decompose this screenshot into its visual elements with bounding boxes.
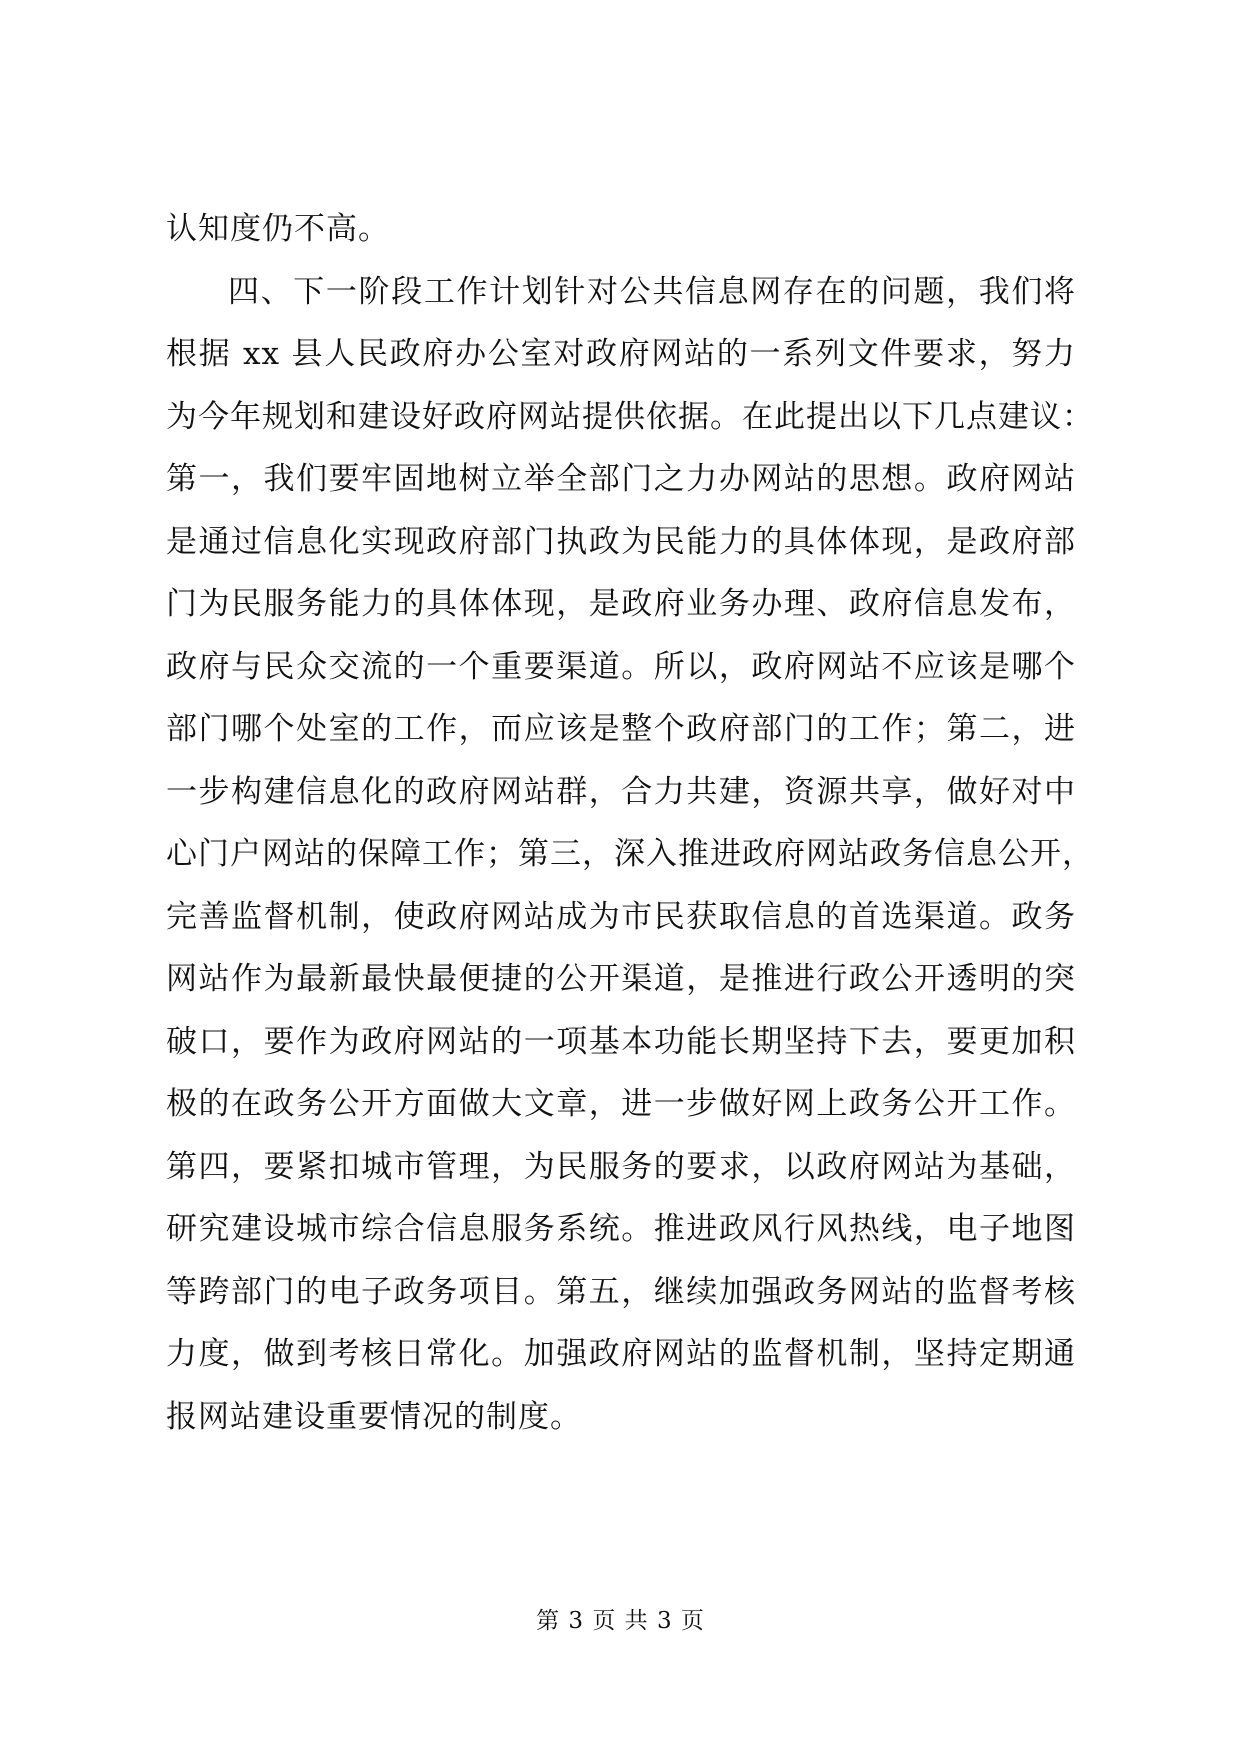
text-line: 完善监督机制，使政府网站成为市民获取信息的首选渠道。政务 [166, 899, 1076, 935]
text-line: 极的在政务公开方面做大文章，进一步做好网上政务公开工作。 [166, 1086, 1076, 1122]
text-line: 力度，做到考核日常化。加强政府网站的监督机制，坚持定期通 [166, 1336, 1076, 1372]
text-line: 网站作为最新最快最便捷的公开渠道，是推进行政公开透明的突 [166, 961, 1076, 997]
text-line: 部门哪个处室的工作，而应该是整个政府部门的工作；第二，进 [166, 711, 1076, 747]
text-line: 一步构建信息化的政府网站群，合力共建，资源共享，做好对中 [166, 774, 1076, 810]
text-line: 研究建设城市综合信息服务系统。推进政风行风热线，电子地图 [166, 1211, 1076, 1247]
text-line: 等跨部门的电子政务项目。第五，继续加强政务网站的监督考核 [166, 1274, 1076, 1310]
text-line: 报网站建设重要情况的制度。 [166, 1399, 582, 1435]
page-number-footer: 第 3 页 共 3 页 [536, 1608, 705, 1634]
text-line: 心门户网站的保障工作；第三，深入推进政府网站政务信息公开， [166, 836, 1094, 872]
text-line: 门为民服务能力的具体体现，是政府业务办理、政府信息发布， [166, 586, 1076, 622]
text-line: 为今年规划和建设好政府网站提供依据。在此提出以下几点建议： [166, 399, 1094, 435]
paragraph-first-line: 四、下一阶段工作计划针对公共信息网存在的问题，我们将 [228, 274, 1076, 310]
text-line: 破口，要作为政府网站的一项基本功能长期坚持下去，要更加积 [166, 1024, 1076, 1060]
text-line: 是通过信息化实现政府部门执政为民能力的具体体现，是政府部 [166, 524, 1076, 560]
text-line: 根据 xx 县人民政府办公室对政府网站的一系列文件要求，努力 [166, 336, 1076, 372]
text-line: 认知度仍不高。 [166, 211, 390, 247]
text-line: 政府与民众交流的一个重要渠道。所以，政府网站不应该是哪个 [166, 649, 1076, 685]
text-line: 第一，我们要牢固地树立举全部门之力办网站的思想。政府网站 [166, 461, 1076, 497]
text-line: 第四，要紧扣城市管理，为民服务的要求，以政府网站为基础， [166, 1149, 1076, 1185]
